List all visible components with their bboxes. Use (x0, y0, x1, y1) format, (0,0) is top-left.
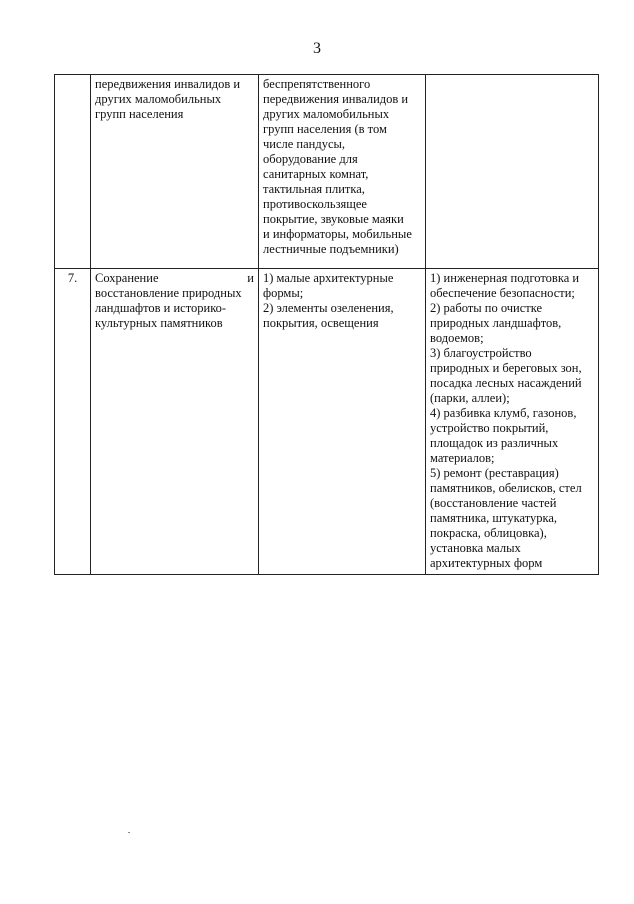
cell-line: 1) инженерная подготовка и (430, 271, 580, 285)
cell-line: покрытие, звуковые маяки (263, 212, 404, 226)
scan-speck (128, 832, 130, 833)
cell-line-justified (95, 271, 254, 286)
cell-line: передвижения инвалидов и (95, 77, 241, 91)
cell-line: материалов; (430, 451, 495, 465)
cell-line: 1) малые архитектурные (263, 271, 394, 285)
cell-line: ландшафтов и историко- (95, 301, 227, 315)
table-row (55, 269, 599, 575)
cell-line: групп населения (95, 107, 184, 121)
name-cell (91, 75, 259, 269)
cell-line: и информаторы, мобильные (263, 227, 412, 241)
cell-line: памятников, обелисков, стел (430, 481, 582, 495)
cell-line: тактильная плитка, (263, 182, 365, 196)
elements-cell (259, 75, 426, 269)
cell-line: санитарных комнат, (263, 167, 369, 181)
cell-line: посадка лесных насаждений (430, 376, 582, 390)
cell-line: противоскользящее (263, 197, 367, 211)
page-number: 3 (313, 40, 321, 57)
cell-word: и (247, 271, 254, 285)
cell-line: оборудование для (263, 152, 358, 166)
cell-line: 2) работы по очистке (430, 301, 543, 315)
row-number-cell (55, 75, 91, 269)
cell-line: культурных памятников (95, 316, 223, 330)
cell-line: устройство покрытий, (430, 421, 549, 435)
cell-line: природных ландшафтов, (430, 316, 562, 330)
cell-line: водоемов; (430, 331, 484, 345)
cell-line: числе пандусы, (263, 137, 346, 151)
name-cell (91, 269, 259, 575)
cell-line: памятника, штукатурка, (430, 511, 558, 525)
cell-line: восстановление природных (95, 286, 242, 300)
cell-line: покраска, облицовка), (430, 526, 547, 540)
cell-line: формы; (263, 286, 304, 300)
cell-line: 3) благоустройство (430, 346, 532, 360)
cell-line: лестничные подъемники) (263, 242, 399, 256)
table-row (55, 75, 599, 269)
cell-line: (парки, аллеи); (430, 391, 510, 405)
cell-line: беспрепятственного (263, 77, 371, 91)
cell-word: Сохранение (95, 271, 159, 285)
works-cell (426, 269, 599, 575)
cell-line: групп населения (в том (263, 122, 387, 136)
cell-line: архитектурных форм (430, 556, 543, 570)
cell-line: 2) элементы озеленения, (263, 301, 394, 315)
cell-line: других маломобильных (95, 92, 222, 106)
cell-line: 4) разбивка клумб, газонов, (430, 406, 577, 420)
works-cell (426, 75, 599, 269)
document-table (54, 74, 599, 575)
elements-cell (259, 269, 426, 575)
cell-line: (восстановление частей (430, 496, 557, 510)
cell-line: покрытия, освещения (263, 316, 379, 330)
cell-line: передвижения инвалидов и (263, 92, 409, 106)
cell-line: 5) ремонт (реставрация) (430, 466, 559, 480)
row-number-cell: 7. (55, 269, 91, 575)
cell-line: установка малых (430, 541, 521, 555)
cell-line: других маломобильных (263, 107, 390, 121)
cell-line: обеспечение безопасности; (430, 286, 575, 300)
cell-line: площадок из различных (430, 436, 559, 450)
cell-line: природных и береговых зон, (430, 361, 582, 375)
